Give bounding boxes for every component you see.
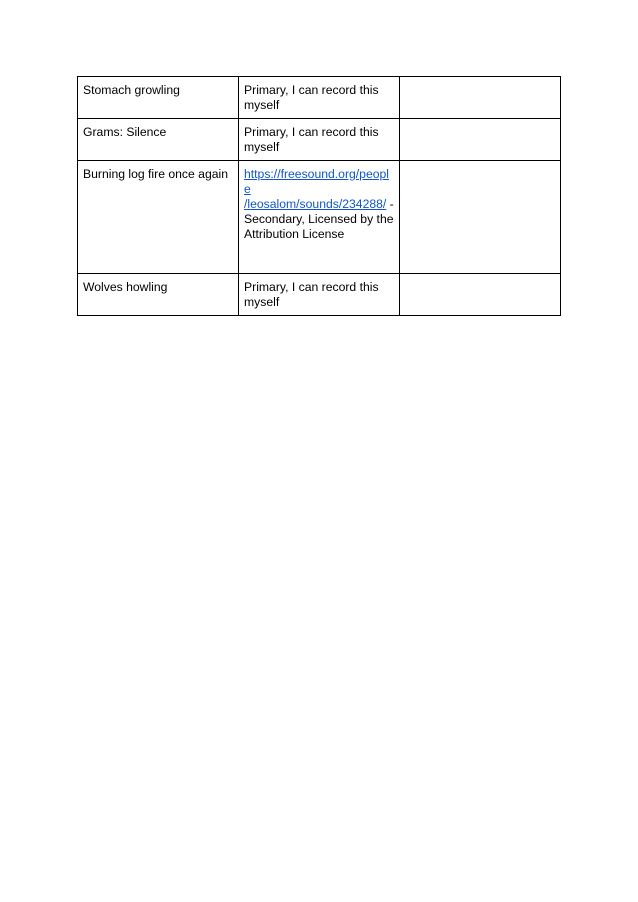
notes-cell (400, 161, 561, 274)
link-text-line-2: /leosalom/sounds/234288/ (244, 197, 387, 211)
table-row (78, 161, 561, 274)
link-text-line-1: https://freesound.org/people (244, 167, 389, 196)
notes-cell (400, 274, 561, 316)
source-cell: Primary, I can record this myself (239, 274, 400, 316)
source-cell: Primary, I can record this myself (239, 77, 400, 119)
sound-cell: Wolves howling (78, 274, 239, 316)
freesound-link[interactable] (244, 167, 389, 211)
source-cell (239, 161, 400, 274)
sound-sources-table (77, 76, 561, 316)
table-row (78, 119, 561, 161)
sound-cell: Burning log fire once again (78, 161, 239, 274)
source-suffix-text: - Secondary, Licensed by the Attribution License (244, 197, 394, 241)
table-row (78, 274, 561, 316)
source-cell: Primary, I can record this myself (239, 119, 400, 161)
sound-cell: Grams: Silence (78, 119, 239, 161)
table-row (78, 77, 561, 119)
notes-cell (400, 119, 561, 161)
notes-cell (400, 77, 561, 119)
sound-cell: Stomach growling (78, 77, 239, 119)
